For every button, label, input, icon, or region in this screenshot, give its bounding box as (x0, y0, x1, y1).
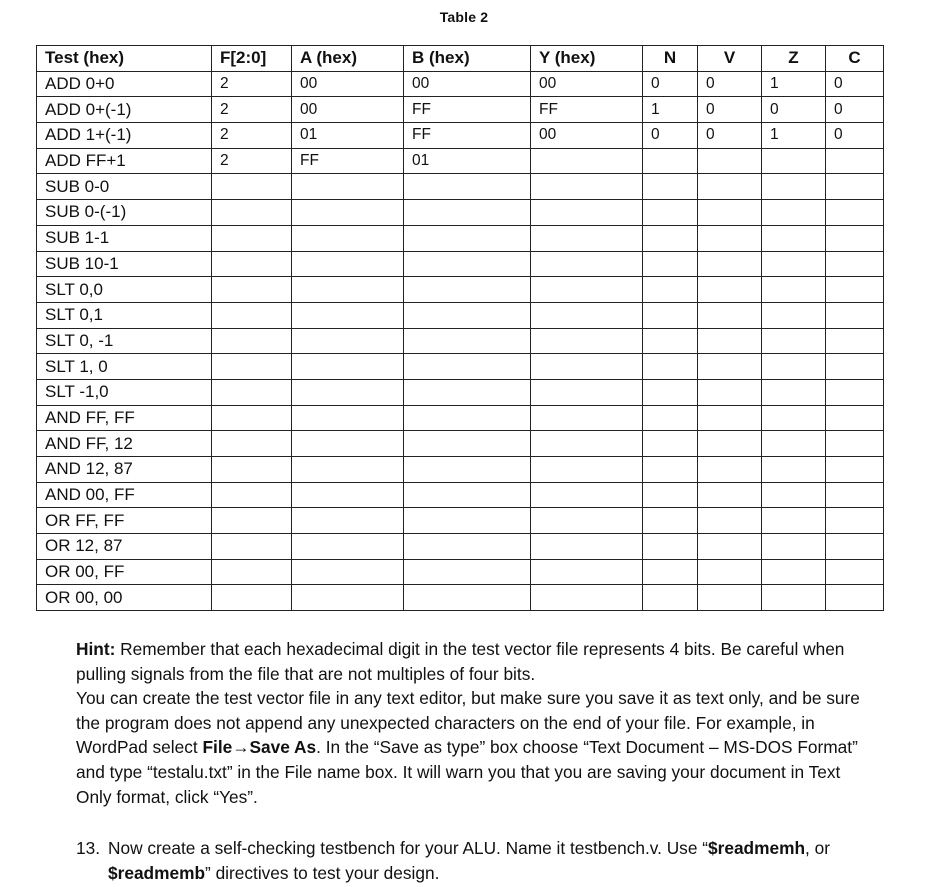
cell-c (826, 148, 884, 174)
step-number: 13. (76, 838, 101, 858)
step-13 (76, 836, 896, 885)
cell-v (698, 225, 762, 251)
cell-f (212, 225, 292, 251)
cell-z: 1 (762, 123, 826, 149)
cell-n (643, 174, 698, 200)
cell-n (643, 148, 698, 174)
cell-b (404, 354, 531, 380)
table-row (37, 354, 884, 380)
cell-f: 2 (212, 148, 292, 174)
table-row (37, 71, 884, 97)
cell-n (643, 379, 698, 405)
cell-test: SUB 0-0 (37, 174, 212, 200)
cell-f (212, 379, 292, 405)
cell-a: 01 (292, 123, 404, 149)
cell-b: 00 (404, 71, 531, 97)
table-row (37, 379, 884, 405)
cell-z: 1 (762, 71, 826, 97)
cell-f (212, 277, 292, 303)
table-row (37, 328, 884, 354)
cell-y (531, 482, 643, 508)
cell-test: OR 00, 00 (37, 585, 212, 611)
cell-b (404, 585, 531, 611)
directive-readmemb: $readmemb (108, 862, 206, 883)
hint-paragraph-2 (76, 686, 876, 809)
cell-f (212, 302, 292, 328)
cell-v: 0 (698, 97, 762, 123)
table-row (37, 508, 884, 534)
cell-b (404, 251, 531, 277)
cell-v (698, 277, 762, 303)
cell-v (698, 508, 762, 534)
cell-b (404, 431, 531, 457)
cell-b (404, 534, 531, 560)
alu-test-table (36, 45, 884, 611)
cell-test: ADD 0+0 (37, 71, 212, 97)
cell-c (826, 508, 884, 534)
cell-a (292, 482, 404, 508)
header-a: A (hex) (292, 46, 404, 72)
cell-y (531, 328, 643, 354)
cell-a (292, 277, 404, 303)
cell-f (212, 534, 292, 560)
cell-v (698, 431, 762, 457)
table-row (37, 457, 884, 483)
cell-z (762, 251, 826, 277)
header-f: F[2:0] (212, 46, 292, 72)
cell-c: 0 (826, 97, 884, 123)
cell-n (643, 482, 698, 508)
hint-paragraph-1 (76, 637, 876, 686)
cell-v (698, 379, 762, 405)
cell-c (826, 431, 884, 457)
cell-y: 00 (531, 71, 643, 97)
cell-a (292, 559, 404, 585)
cell-b: 01 (404, 148, 531, 174)
cell-a (292, 354, 404, 380)
cell-y: 00 (531, 123, 643, 149)
cell-n (643, 200, 698, 226)
cell-b: FF (404, 123, 531, 149)
cell-n (643, 277, 698, 303)
cell-v (698, 559, 762, 585)
cell-f (212, 508, 292, 534)
cell-f (212, 328, 292, 354)
cell-v (698, 174, 762, 200)
cell-c (826, 405, 884, 431)
table-row (37, 431, 884, 457)
table-row (37, 123, 884, 149)
cell-v (698, 534, 762, 560)
cell-y (531, 379, 643, 405)
table-header-row (37, 46, 884, 72)
header-b: B (hex) (404, 46, 531, 72)
cell-y (531, 148, 643, 174)
cell-n (643, 559, 698, 585)
cell-test: AND 12, 87 (37, 457, 212, 483)
cell-b (404, 482, 531, 508)
cell-z (762, 508, 826, 534)
cell-z (762, 225, 826, 251)
cell-y (531, 200, 643, 226)
cell-test: SUB 0-(-1) (37, 200, 212, 226)
cell-b (404, 225, 531, 251)
cell-b (404, 277, 531, 303)
cell-b (404, 559, 531, 585)
cell-a (292, 457, 404, 483)
cell-b (404, 302, 531, 328)
cell-b (404, 174, 531, 200)
cell-v (698, 251, 762, 277)
cell-y (531, 585, 643, 611)
table-row (37, 585, 884, 611)
cell-c (826, 251, 884, 277)
cell-z (762, 482, 826, 508)
table-row (37, 482, 884, 508)
cell-c (826, 559, 884, 585)
hint-section (76, 637, 876, 809)
cell-z (762, 302, 826, 328)
cell-y (531, 405, 643, 431)
cell-test: ADD 1+(-1) (37, 123, 212, 149)
cell-y (531, 508, 643, 534)
cell-f (212, 559, 292, 585)
cell-n (643, 225, 698, 251)
cell-a: 00 (292, 97, 404, 123)
cell-a (292, 174, 404, 200)
cell-b: FF (404, 97, 531, 123)
cell-a (292, 534, 404, 560)
cell-z (762, 457, 826, 483)
cell-n (643, 251, 698, 277)
cell-a (292, 225, 404, 251)
cell-c: 0 (826, 123, 884, 149)
cell-b (404, 457, 531, 483)
cell-z (762, 277, 826, 303)
cell-c (826, 457, 884, 483)
cell-y (531, 457, 643, 483)
cell-z (762, 354, 826, 380)
cell-a (292, 200, 404, 226)
cell-c (826, 277, 884, 303)
cell-test: AND FF, 12 (37, 431, 212, 457)
cell-y (531, 534, 643, 560)
cell-n (643, 457, 698, 483)
table-row (37, 277, 884, 303)
cell-v (698, 354, 762, 380)
cell-c (826, 354, 884, 380)
cell-n: 1 (643, 97, 698, 123)
cell-n (643, 354, 698, 380)
cell-a (292, 585, 404, 611)
table-row (37, 225, 884, 251)
table-row (37, 559, 884, 585)
step-text-b: , or (805, 838, 830, 858)
cell-z (762, 379, 826, 405)
cell-test: SLT -1,0 (37, 379, 212, 405)
step-text (108, 836, 896, 885)
step-text-a: Now create a self-checking testbench for your ALU. Name it testbench.v. Use “ (108, 838, 708, 858)
cell-test: SUB 1-1 (37, 225, 212, 251)
cell-b (404, 508, 531, 534)
cell-c (826, 534, 884, 560)
cell-c (826, 302, 884, 328)
cell-test: AND FF, FF (37, 405, 212, 431)
cell-y (531, 431, 643, 457)
cell-test: ADD FF+1 (37, 148, 212, 174)
cell-z (762, 585, 826, 611)
cell-f (212, 431, 292, 457)
cell-z (762, 148, 826, 174)
cell-z (762, 431, 826, 457)
cell-a: FF (292, 148, 404, 174)
cell-f (212, 585, 292, 611)
cell-f (212, 174, 292, 200)
cell-c (826, 585, 884, 611)
cell-f (212, 200, 292, 226)
cell-test: SLT 1, 0 (37, 354, 212, 380)
cell-c (826, 328, 884, 354)
cell-a: 00 (292, 71, 404, 97)
table-row (37, 302, 884, 328)
cell-z (762, 559, 826, 585)
cell-n (643, 585, 698, 611)
cell-test: SLT 0,1 (37, 302, 212, 328)
cell-a (292, 405, 404, 431)
cell-n (643, 302, 698, 328)
cell-v (698, 328, 762, 354)
cell-f (212, 354, 292, 380)
cell-test: OR 00, FF (37, 559, 212, 585)
table-row (37, 174, 884, 200)
table-row (37, 251, 884, 277)
cell-v (698, 200, 762, 226)
cell-z: 0 (762, 97, 826, 123)
cell-y (531, 174, 643, 200)
table-row (37, 534, 884, 560)
cell-z (762, 328, 826, 354)
cell-c (826, 200, 884, 226)
cell-test: AND 00, FF (37, 482, 212, 508)
cell-c (826, 379, 884, 405)
cell-f: 2 (212, 97, 292, 123)
cell-y (531, 354, 643, 380)
cell-v: 0 (698, 71, 762, 97)
cell-n (643, 405, 698, 431)
cell-c (826, 174, 884, 200)
cell-test: OR 12, 87 (37, 534, 212, 560)
cell-f (212, 251, 292, 277)
cell-z (762, 174, 826, 200)
cell-a (292, 328, 404, 354)
cell-test: OR FF, FF (37, 508, 212, 534)
cell-b (404, 328, 531, 354)
cell-f (212, 457, 292, 483)
cell-c (826, 482, 884, 508)
cell-c (826, 225, 884, 251)
cell-n (643, 431, 698, 457)
cell-y (531, 277, 643, 303)
cell-n: 0 (643, 71, 698, 97)
cell-f: 2 (212, 123, 292, 149)
cell-y: FF (531, 97, 643, 123)
cell-y (531, 302, 643, 328)
header-n: N (643, 46, 698, 72)
menu-path: File→Save As (202, 737, 317, 758)
header-z: Z (762, 46, 826, 72)
cell-b (404, 405, 531, 431)
hint-text-1: Remember that each hexadecimal digit in the test vector file represents 4 bits. Be careful when pulling signals from the file that are not multiples of four bits. (76, 639, 845, 684)
cell-test: ADD 0+(-1) (37, 97, 212, 123)
cell-a (292, 251, 404, 277)
hint-label: Hint: (76, 639, 116, 659)
step-text-c: ” directives to test your design. (205, 862, 440, 883)
header-test: Test (hex) (37, 46, 212, 72)
cell-v: 0 (698, 123, 762, 149)
cell-b (404, 379, 531, 405)
table-row (37, 97, 884, 123)
cell-v (698, 457, 762, 483)
cell-v (698, 405, 762, 431)
cell-z (762, 534, 826, 560)
header-y: Y (hex) (531, 46, 643, 72)
cell-v (698, 585, 762, 611)
cell-a (292, 302, 404, 328)
cell-z (762, 405, 826, 431)
hint-text-2a: You can create the test vector file in any text editor, but make sure you save it as text only, and be sure the program does not append any unexpected characters on the end of your file. For example, in WordPad select (76, 688, 860, 758)
cell-v (698, 302, 762, 328)
table-caption: Table 2 (439, 9, 489, 25)
cell-n (643, 328, 698, 354)
cell-y (531, 251, 643, 277)
cell-n (643, 534, 698, 560)
table-row (37, 405, 884, 431)
cell-y (531, 559, 643, 585)
directive-readmemh: $readmemh (708, 838, 806, 858)
cell-y (531, 225, 643, 251)
cell-a (292, 379, 404, 405)
hint-text-2b: . In the “Save as type” box choose “Text Document – MS-DOS Format” and type “testalu.txt” in the File name box. It will warn you that you are saving your document in Text Only format, click “Yes”. (76, 737, 858, 807)
cell-a (292, 508, 404, 534)
table-row (37, 148, 884, 174)
table-row (37, 200, 884, 226)
header-v: V (698, 46, 762, 72)
cell-a (292, 431, 404, 457)
cell-test: SLT 0, -1 (37, 328, 212, 354)
header-c: C (826, 46, 884, 72)
cell-f (212, 405, 292, 431)
cell-c: 0 (826, 71, 884, 97)
cell-z (762, 200, 826, 226)
cell-n: 0 (643, 123, 698, 149)
cell-test: SLT 0,0 (37, 277, 212, 303)
cell-v (698, 148, 762, 174)
cell-test: SUB 10-1 (37, 251, 212, 277)
cell-f: 2 (212, 71, 292, 97)
cell-b (404, 200, 531, 226)
cell-n (643, 508, 698, 534)
cell-v (698, 482, 762, 508)
cell-f (212, 482, 292, 508)
